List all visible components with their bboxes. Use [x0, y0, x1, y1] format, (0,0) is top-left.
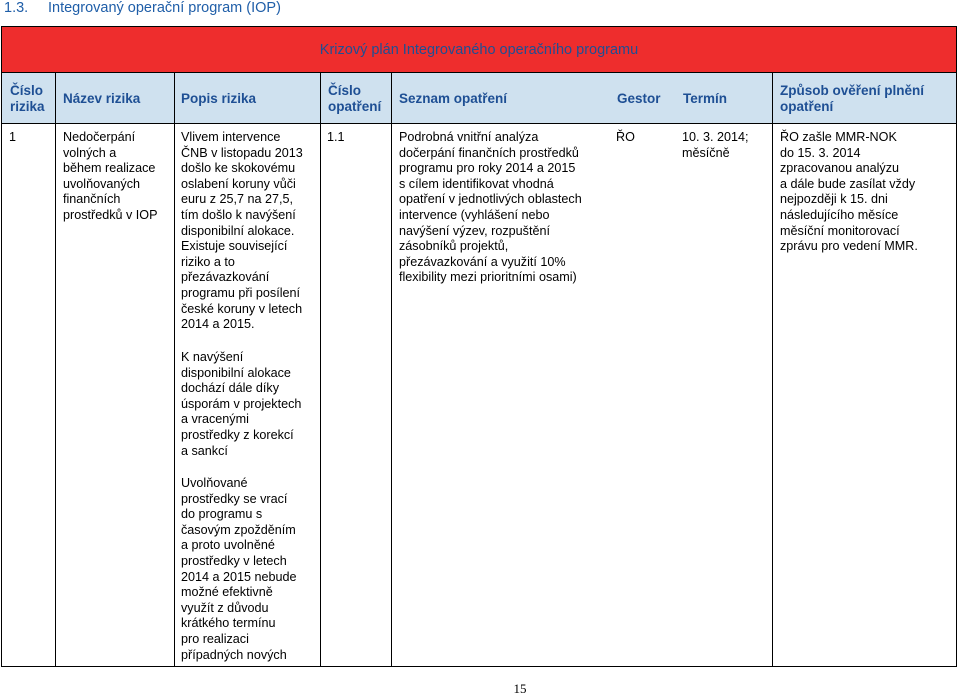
header-risk-number: Číslo rizika: [10, 83, 45, 114]
table-title: Krizový plán Integrovaného operačního programu: [319, 42, 639, 58]
column-divider: [174, 73, 175, 666]
column-divider: [55, 73, 56, 666]
column-divider: [391, 73, 392, 666]
cell-risk-number: 1: [9, 130, 17, 144]
section-title: Integrovaný operační program (IOP): [48, 0, 281, 16]
header-deadline: Termín: [683, 91, 728, 106]
header-measure-number: Číslo opatření: [328, 83, 382, 114]
cell-verification: ŘO zašle MMR-NOK do 15. 3. 2014 zpracovanou analýzu a dále bude zasílat vždy nejpozději k 15. dni následujícího měsíce měsíční monitorovací zprávu pro vedení MMR.: [780, 130, 918, 254]
section-number: 1.3.: [4, 0, 29, 16]
header-measure-list: Seznam opatření: [399, 91, 508, 106]
cell-risk-description-3: Uvolňované prostředky se vrací do programu s časovým zpožděním a proto uvolněné prostředky v letech 2014 a 2015 nebude možné efektivně využít z důvodu krátkého termínu pro realizaci případných nových: [181, 476, 297, 662]
cell-deadline: 10. 3. 2014; měsíčně: [682, 130, 749, 160]
page-number: 15: [513, 681, 527, 696]
cell-measure-number: 1.1: [327, 130, 345, 144]
header-risk-name: Název rizika: [63, 91, 141, 106]
cell-risk-description-2: K navýšení disponibilní alokace dochází dále díky úsporám v projektech a vracenými prostředky z korekcí a sankcí: [181, 350, 302, 458]
table-title-bar: [2, 27, 956, 73]
header-guarantor: Gestor: [617, 91, 661, 106]
section-heading: [4, 0, 281, 16]
table-header-row: [2, 73, 956, 124]
cell-measure-list: Podrobná vnitřní analýza dočerpání finančních prostředků programu pro roky 2014 a 2015 s cílem identifikovat vhodná opatření v jednotlivých oblastech intervence (vyhlášení nebo navýšení výzev, rozpuštění zásobníků projektů, přezávazkování a využití 10% flexibility mezi prioritními osami): [399, 130, 582, 285]
column-divider: [320, 73, 321, 666]
header-risk-description: Popis rizika: [181, 91, 257, 106]
crisis-plan-table: [1, 26, 957, 667]
column-divider: [772, 73, 773, 666]
cell-risk-name: Nedočerpání volných a během realizace uvolňovaných finančních prostředků v IOP: [63, 130, 158, 222]
cell-guarantor: ŘO: [616, 130, 635, 144]
header-verification: Způsob ověření plnění opatření: [780, 83, 925, 114]
cell-risk-description-1: Vlivem intervence ČNB v listopadu 2013 došlo ke skokovému oslabení koruny vůči euru z 25,7 na 27,5, tím došlo k navýšení disponibilní alokace. Existuje související riziko a to přezávazkování programu při posílení české koruny v letech 2014 a 2015.: [181, 130, 303, 332]
